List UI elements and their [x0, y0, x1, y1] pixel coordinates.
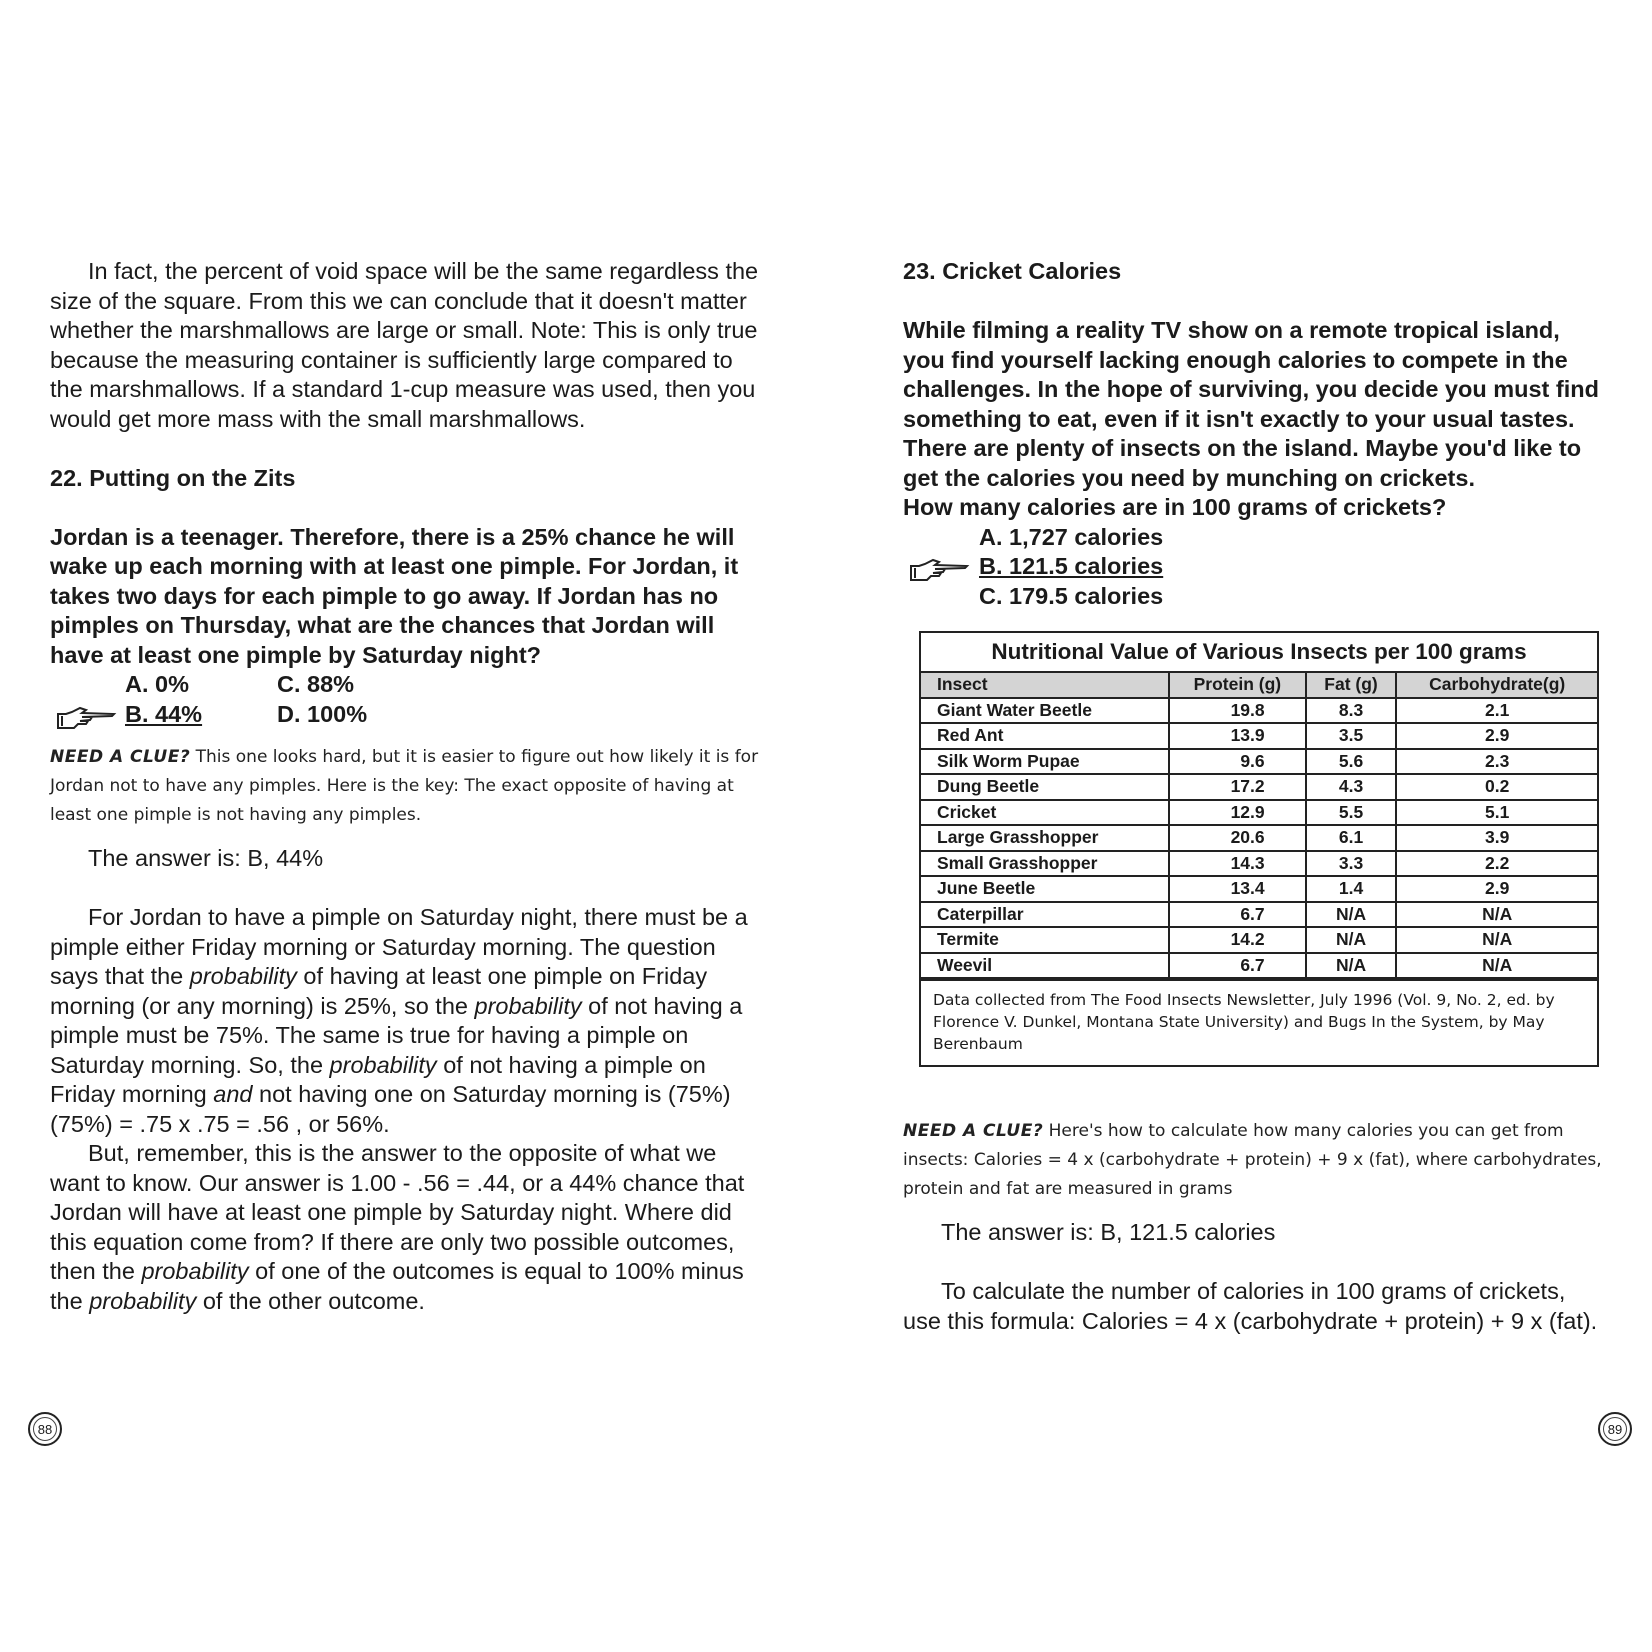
cell-fat: 5.5	[1306, 800, 1397, 826]
choice-c: C. 88%	[277, 671, 355, 697]
table-row	[921, 825, 1597, 851]
table-row	[921, 698, 1597, 724]
cell-carbohydrate: 2.9	[1396, 723, 1597, 749]
cell-carbohydrate: 2.1	[1396, 698, 1597, 724]
col-header-fat: Fat (g)	[1306, 673, 1397, 698]
cell-protein: 13.4	[1169, 876, 1306, 902]
explanation-paragraph-2: But, remember, this is the answer to the opposite of what we want to know. Our answer is 1.00 - .56 = .44, or a 44% chance that Jordan will have at least one pimple by Saturday night. Where did this equation come from? If there are only two possible outcomes, then the probability of one of the outcomes is equal to 100% minus the probability of the other outcome.	[50, 1140, 745, 1314]
table-row	[921, 749, 1597, 775]
cell-fat: 8.3	[1306, 698, 1397, 724]
cell-fat: 3.5	[1306, 723, 1397, 749]
cell-insect: Giant Water Beetle	[921, 698, 1169, 724]
cell-carbohydrate: N/A	[1396, 927, 1597, 953]
intro-paragraph: In fact, the percent of void space will be the same regardless the size of the square. From this we can conclude that it doesn't matter whether the marshmallows are large or small. Note: This is only true because the measuring container is sufficiently large compared to the marshmallows. If a standard 1-cup measure was used, then you would get more mass with the small marshmallows.	[50, 258, 759, 432]
table-row	[921, 953, 1597, 979]
right-column	[903, 257, 1603, 1336]
clue-text: Here's how to calculate how many calories you can get from insects: Calories = 4 x (carbohydrate + protein) + 9 x (fat), where carbohydrates, protein and fat are measured in grams	[903, 1121, 1602, 1199]
cell-carbohydrate: 3.9	[1396, 825, 1597, 851]
cell-protein: 17.2	[1169, 774, 1306, 800]
cell-fat: N/A	[1306, 953, 1397, 979]
table-row	[921, 800, 1597, 826]
clue-label: NEED A CLUE?	[903, 1121, 1044, 1141]
clue-text: This one looks hard, but it is easier to figure out how likely it is for Jordan not to have any pimples. Here is the key: The exact opposite of having at least one pimple is not having any pimples.	[50, 747, 759, 825]
cell-insect: Termite	[921, 927, 1169, 953]
cell-insect: Weevil	[921, 953, 1169, 979]
question-22-text: Jordan is a teenager. Therefore, there is a 25% chance he will wake up each morning with at least one pimple. For Jordan, it takes two days for each pimple to go away. If Jordan has no pimples on Thursday, what are the chances that Jordan will have at least one pimple by Saturday night?	[50, 523, 739, 668]
question-23-prompt: How many calories are in 100 grams of crickets?	[903, 494, 1447, 520]
clue-paragraph	[903, 1117, 1603, 1204]
cell-protein: 12.9	[1169, 800, 1306, 826]
cell-insect: June Beetle	[921, 876, 1169, 902]
cell-fat: 6.1	[1306, 825, 1397, 851]
page-number: 89	[1598, 1412, 1632, 1446]
right-page	[826, 0, 1652, 1652]
question-23-choices	[903, 523, 1603, 612]
choice-d: D. 100%	[277, 700, 368, 727]
table-row	[921, 876, 1597, 902]
cell-fat: 5.6	[1306, 749, 1397, 775]
table-title: Nutritional Value of Various Insects per 100 grams	[921, 633, 1597, 673]
choice-a: A. 0%	[125, 671, 189, 697]
nutrition-table	[919, 631, 1599, 1067]
cell-protein: 20.6	[1169, 825, 1306, 851]
cell-protein: 14.3	[1169, 851, 1306, 877]
table-row	[921, 774, 1597, 800]
col-header-carbohydrate: Carbohydrate(g)	[1396, 673, 1597, 698]
cell-carbohydrate: 2.9	[1396, 876, 1597, 902]
choice-row-2	[50, 700, 760, 730]
cell-carbohydrate: 5.1	[1396, 800, 1597, 826]
table-row	[921, 723, 1597, 749]
cell-carbohydrate: N/A	[1396, 902, 1597, 928]
page-number: 88	[28, 1412, 62, 1446]
choice-c: C. 179.5 calories	[979, 582, 1164, 609]
col-header-protein: Protein (g)	[1169, 673, 1306, 698]
question-22-heading: 22. Putting on the Zits	[50, 464, 296, 491]
table-source-note: Data collected from The Food Insects Newsletter, July 1996 (Vol. 9, No. 2, ed. by Florence V. Dunkel, Montana State University) and Bugs In the System, by May Berenbaum	[921, 979, 1597, 1065]
answer-line: The answer is: B, 121.5 calories	[941, 1219, 1276, 1245]
cell-fat: 3.3	[1306, 851, 1397, 877]
cell-carbohydrate: 2.2	[1396, 851, 1597, 877]
cell-insect: Small Grasshopper	[921, 851, 1169, 877]
question-23-heading: 23. Cricket Calories	[903, 258, 1122, 284]
cell-carbohydrate: 0.2	[1396, 774, 1597, 800]
explanation-paragraph: To calculate the number of calories in 100 grams of crickets, use this formula: Calories = 4 x (carbohydrate + protein) + 9 x (fat).	[903, 1278, 1598, 1334]
cell-fat: 4.3	[1306, 774, 1397, 800]
cell-protein: 14.2	[1169, 927, 1306, 953]
left-column	[50, 257, 760, 1316]
cell-carbohydrate: 2.3	[1396, 749, 1597, 775]
choice-b: B. 121.5 calories	[979, 553, 1164, 579]
pointing-hand-icon	[52, 704, 118, 732]
cell-protein: 6.7	[1169, 953, 1306, 979]
explanation-paragraph-1: For Jordan to have a pimple on Saturday night, there must be a pimple either Friday morning or Saturday morning. The question says that the probability of having at least one pimple on Friday morning (or any morning) is 25%, so the probability of not having a pimple must be 75%. The same is true for having a pimple on Saturday morning. So, the probability of not having a pimple on Friday morning and not having one on Saturday morning is (75%)(75%) = .75 x .75 = .56 , or 56%.	[50, 904, 748, 1137]
cell-insect: Large Grasshopper	[921, 825, 1169, 851]
clue-label: NEED A CLUE?	[50, 747, 191, 767]
cell-insect: Caterpillar	[921, 902, 1169, 928]
cell-fat: 1.4	[1306, 876, 1397, 902]
table-row	[921, 902, 1597, 928]
cell-carbohydrate: N/A	[1396, 953, 1597, 979]
cell-insect: Cricket	[921, 800, 1169, 826]
cell-fat: N/A	[1306, 902, 1397, 928]
choice-b: B. 44%	[125, 700, 203, 727]
cell-protein: 19.8	[1169, 698, 1306, 724]
cell-insect: Silk Worm Pupae	[921, 749, 1169, 775]
question-23-text: While filming a reality TV show on a remote tropical island, you find yourself lacking enough calories to compete in the challenges. In the hope of surviving, you decide you must find something to eat, even if it isn't exactly to your usual tastes. There are plenty of insects on the island. Maybe you'd like to get the calories you need by munching on crickets.	[903, 317, 1599, 491]
nutrition-data-table	[921, 673, 1597, 979]
clue-paragraph	[50, 743, 760, 830]
cell-protein: 9.6	[1169, 749, 1306, 775]
cell-protein: 6.7	[1169, 902, 1306, 928]
col-header-insect: Insect	[921, 673, 1169, 698]
choice-row-1	[50, 670, 760, 700]
table-row	[921, 927, 1597, 953]
cell-protein: 13.9	[1169, 723, 1306, 749]
choice-a: A. 1,727 calories	[979, 523, 1164, 550]
question-22-choices	[50, 670, 760, 729]
cell-fat: N/A	[1306, 927, 1397, 953]
pointing-hand-icon	[905, 556, 971, 584]
answer-line: The answer is: B, 44%	[88, 845, 324, 871]
cell-insect: Dung Beetle	[921, 774, 1169, 800]
cell-insect: Red Ant	[921, 723, 1169, 749]
table-row	[921, 851, 1597, 877]
